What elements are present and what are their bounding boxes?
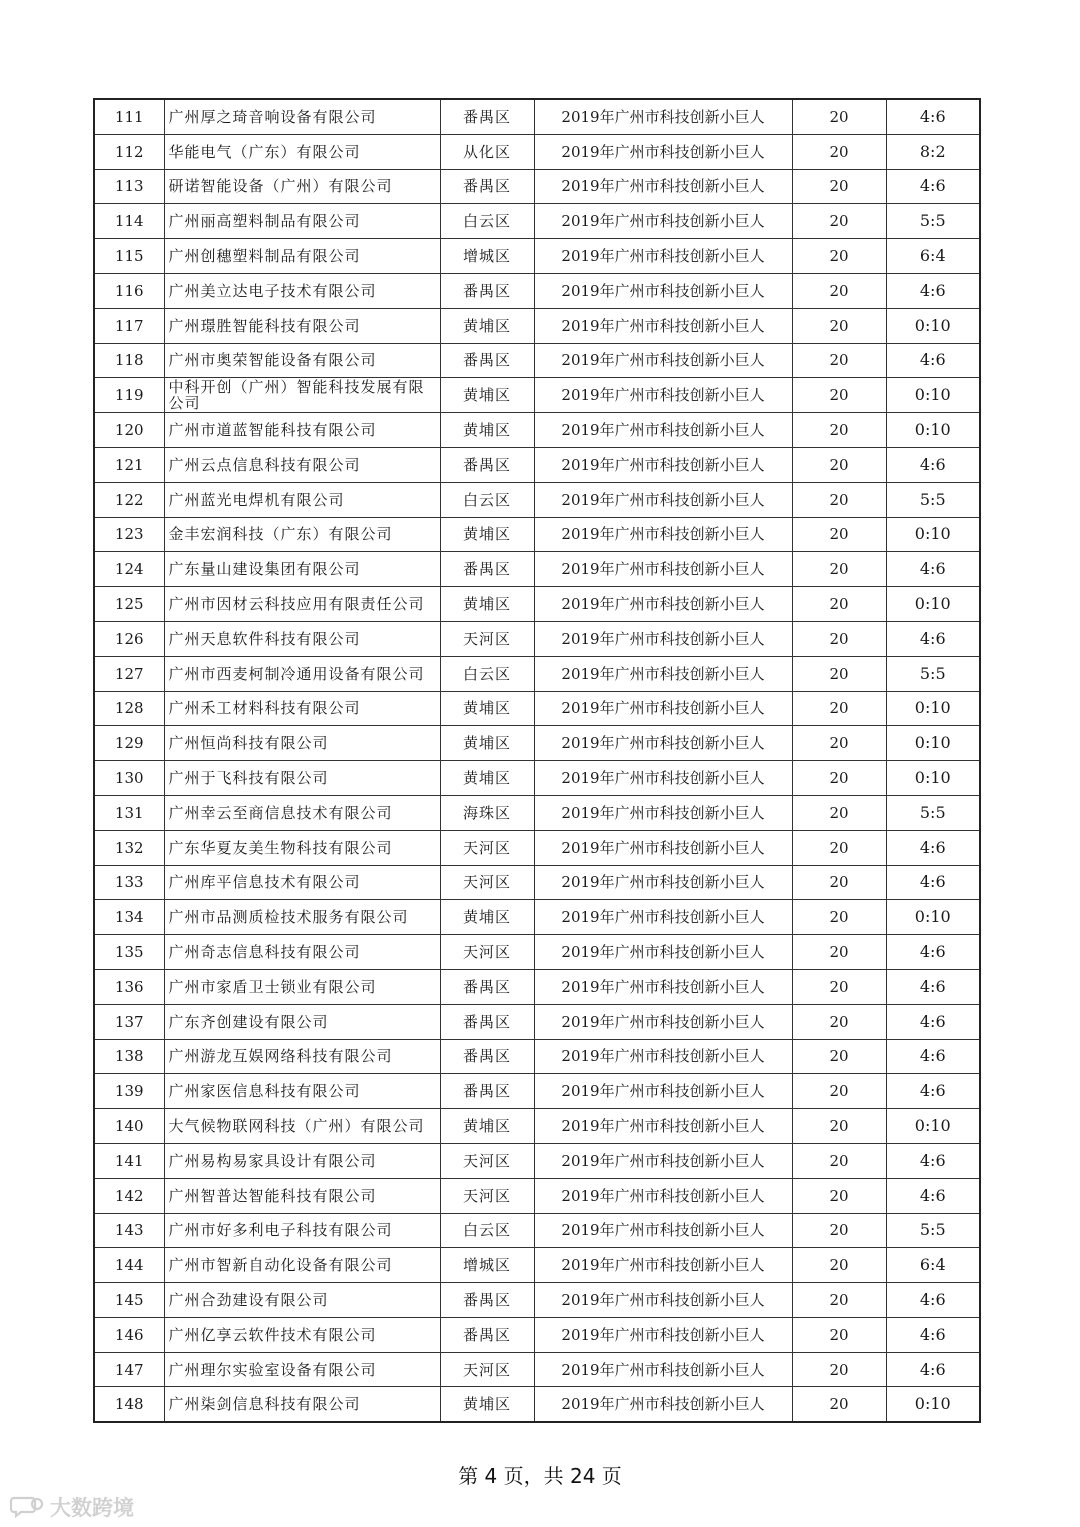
amount-cell: 20 (792, 1283, 886, 1318)
amount-cell: 20 (792, 726, 886, 761)
row-number-cell: 126 (94, 621, 164, 656)
row-number-cell: 131 (94, 795, 164, 830)
company-name-cell: 广州市西麦柯制冷通用设备有限公司 (164, 656, 440, 691)
category-cell: 2019年广州市科技创新小巨人 (534, 273, 792, 308)
table-row (94, 691, 980, 726)
district-cell: 天河区 (440, 1352, 534, 1387)
ratio-cell: 4:6 (886, 935, 980, 970)
ratio-cell: 4:6 (886, 99, 980, 134)
speech-bubble-icon (10, 1495, 44, 1519)
row-number-cell: 137 (94, 1004, 164, 1039)
table-row (94, 1178, 980, 1213)
amount-cell: 20 (792, 482, 886, 517)
table-row (94, 447, 980, 482)
ratio-cell: 4:6 (886, 1074, 980, 1109)
category-cell: 2019年广州市科技创新小巨人 (534, 308, 792, 343)
category-cell: 2019年广州市科技创新小巨人 (534, 830, 792, 865)
ratio-cell: 4:6 (886, 552, 980, 587)
company-name-cell: 大气候物联网科技（广州）有限公司 (164, 1109, 440, 1144)
row-number-cell: 118 (94, 343, 164, 378)
district-cell: 黄埔区 (440, 761, 534, 796)
category-cell: 2019年广州市科技创新小巨人 (534, 969, 792, 1004)
district-cell: 黄埔区 (440, 413, 534, 448)
category-cell: 2019年广州市科技创新小巨人 (534, 656, 792, 691)
table-row (94, 1004, 980, 1039)
ratio-cell: 6:4 (886, 239, 980, 274)
amount-cell: 20 (792, 99, 886, 134)
company-name-cell: 广州于飞科技有限公司 (164, 761, 440, 796)
table-row (94, 1387, 980, 1422)
district-cell: 海珠区 (440, 795, 534, 830)
row-number-cell: 138 (94, 1039, 164, 1074)
district-cell: 白云区 (440, 204, 534, 239)
company-name-cell: 华能电气（广东）有限公司 (164, 134, 440, 169)
category-cell: 2019年广州市科技创新小巨人 (534, 1352, 792, 1387)
company-name-cell: 广州游龙互娱网络科技有限公司 (164, 1039, 440, 1074)
table-row (94, 1352, 980, 1387)
company-name-cell: 广州市智新自动化设备有限公司 (164, 1248, 440, 1283)
ratio-cell: 4:6 (886, 273, 980, 308)
ratio-cell: 5:5 (886, 482, 980, 517)
ratio-cell: 4:6 (886, 1317, 980, 1352)
company-name-cell: 广州幸云至商信息技术有限公司 (164, 795, 440, 830)
district-cell: 天河区 (440, 865, 534, 900)
company-name-cell: 广州市好多利电子科技有限公司 (164, 1213, 440, 1248)
category-cell: 2019年广州市科技创新小巨人 (534, 1074, 792, 1109)
category-cell: 2019年广州市科技创新小巨人 (534, 134, 792, 169)
ratio-cell: 4:6 (886, 830, 980, 865)
row-number-cell: 123 (94, 517, 164, 552)
table-row (94, 1248, 980, 1283)
ratio-cell: 5:5 (886, 1213, 980, 1248)
ratio-cell: 4:6 (886, 865, 980, 900)
row-number-cell: 141 (94, 1143, 164, 1178)
amount-cell: 20 (792, 1004, 886, 1039)
district-cell: 增城区 (440, 1248, 534, 1283)
district-cell: 天河区 (440, 1178, 534, 1213)
amount-cell: 20 (792, 830, 886, 865)
amount-cell: 20 (792, 239, 886, 274)
ratio-cell: 5:5 (886, 656, 980, 691)
category-cell: 2019年广州市科技创新小巨人 (534, 1178, 792, 1213)
amount-cell: 20 (792, 900, 886, 935)
table-row (94, 552, 980, 587)
district-cell: 番禺区 (440, 1074, 534, 1109)
row-number-cell: 120 (94, 413, 164, 448)
ratio-cell: 4:6 (886, 1178, 980, 1213)
row-number-cell: 114 (94, 204, 164, 239)
category-cell: 2019年广州市科技创新小巨人 (534, 935, 792, 970)
ratio-cell: 0:10 (886, 308, 980, 343)
district-cell: 天河区 (440, 935, 534, 970)
table-row (94, 1039, 980, 1074)
company-name-cell: 广东量山建设集团有限公司 (164, 552, 440, 587)
table-row (94, 482, 980, 517)
row-number-cell: 132 (94, 830, 164, 865)
ratio-cell: 5:5 (886, 204, 980, 239)
category-cell: 2019年广州市科技创新小巨人 (534, 517, 792, 552)
ratio-cell: 4:6 (886, 447, 980, 482)
category-cell: 2019年广州市科技创新小巨人 (534, 795, 792, 830)
ratio-cell: 0:10 (886, 691, 980, 726)
district-cell: 黄埔区 (440, 1109, 534, 1144)
amount-cell: 20 (792, 1352, 886, 1387)
row-number-cell: 139 (94, 1074, 164, 1109)
category-cell: 2019年广州市科技创新小巨人 (534, 726, 792, 761)
district-cell: 番禺区 (440, 1283, 534, 1318)
category-cell: 2019年广州市科技创新小巨人 (534, 900, 792, 935)
table-row (94, 204, 980, 239)
amount-cell: 20 (792, 1039, 886, 1074)
company-name-cell: 中科开创（广州）智能科技发展有限公司 (164, 378, 440, 413)
category-cell: 2019年广州市科技创新小巨人 (534, 1109, 792, 1144)
company-name-cell: 广州创穗塑料制品有限公司 (164, 239, 440, 274)
row-number-cell: 115 (94, 239, 164, 274)
district-cell: 白云区 (440, 482, 534, 517)
company-name-cell: 广州恒尚科技有限公司 (164, 726, 440, 761)
amount-cell: 20 (792, 1143, 886, 1178)
amount-cell: 20 (792, 552, 886, 587)
amount-cell: 20 (792, 204, 886, 239)
table-row (94, 413, 980, 448)
row-number-cell: 136 (94, 969, 164, 1004)
amount-cell: 20 (792, 308, 886, 343)
ratio-cell: 4:6 (886, 1143, 980, 1178)
row-number-cell: 145 (94, 1283, 164, 1318)
district-cell: 天河区 (440, 621, 534, 656)
company-name-cell: 广州家医信息科技有限公司 (164, 1074, 440, 1109)
table-body (94, 99, 980, 1422)
table-row (94, 239, 980, 274)
company-name-cell: 广东华夏友美生物科技有限公司 (164, 830, 440, 865)
row-number-cell: 142 (94, 1178, 164, 1213)
amount-cell: 20 (792, 517, 886, 552)
category-cell: 2019年广州市科技创新小巨人 (534, 552, 792, 587)
row-number-cell: 146 (94, 1317, 164, 1352)
ratio-cell: 0:10 (886, 761, 980, 796)
table-row (94, 969, 980, 1004)
amount-cell: 20 (792, 795, 886, 830)
row-number-cell: 144 (94, 1248, 164, 1283)
table-row (94, 134, 980, 169)
row-number-cell: 111 (94, 99, 164, 134)
amount-cell: 20 (792, 621, 886, 656)
amount-cell: 20 (792, 587, 886, 622)
table-row (94, 308, 980, 343)
company-name-cell: 广州市品测质检技术服务有限公司 (164, 900, 440, 935)
company-name-cell: 广州市家盾卫士锁业有限公司 (164, 969, 440, 1004)
category-cell: 2019年广州市科技创新小巨人 (534, 691, 792, 726)
amount-cell: 20 (792, 1109, 886, 1144)
table-row (94, 830, 980, 865)
row-number-cell: 125 (94, 587, 164, 622)
company-name-cell: 研诺智能设备（广州）有限公司 (164, 169, 440, 204)
table-row (94, 1143, 980, 1178)
table-row (94, 761, 980, 796)
table-row (94, 1283, 980, 1318)
ratio-cell: 4:6 (886, 621, 980, 656)
category-cell: 2019年广州市科技创新小巨人 (534, 204, 792, 239)
amount-cell: 20 (792, 343, 886, 378)
amount-cell: 20 (792, 413, 886, 448)
ratio-cell: 0:10 (886, 900, 980, 935)
amount-cell: 20 (792, 169, 886, 204)
table-row (94, 99, 980, 134)
row-number-cell: 130 (94, 761, 164, 796)
amount-cell: 20 (792, 134, 886, 169)
district-cell: 番禺区 (440, 969, 534, 1004)
district-cell: 番禺区 (440, 447, 534, 482)
amount-cell: 20 (792, 378, 886, 413)
company-name-cell: 广州丽高塑料制品有限公司 (164, 204, 440, 239)
district-cell: 黄埔区 (440, 517, 534, 552)
row-number-cell: 135 (94, 935, 164, 970)
row-number-cell: 113 (94, 169, 164, 204)
row-number-cell: 148 (94, 1387, 164, 1422)
amount-cell: 20 (792, 1074, 886, 1109)
watermark-text: 大数跨境 (50, 1496, 134, 1520)
row-number-cell: 140 (94, 1109, 164, 1144)
row-number-cell: 121 (94, 447, 164, 482)
company-name-cell: 广州厚之琦音响设备有限公司 (164, 99, 440, 134)
district-cell: 番禺区 (440, 273, 534, 308)
company-name-cell: 广东齐创建设有限公司 (164, 1004, 440, 1039)
district-cell: 黄埔区 (440, 308, 534, 343)
amount-cell: 20 (792, 1387, 886, 1422)
amount-cell: 20 (792, 1213, 886, 1248)
amount-cell: 20 (792, 935, 886, 970)
row-number-cell: 127 (94, 656, 164, 691)
company-name-cell: 广州市奥荣智能设备有限公司 (164, 343, 440, 378)
category-cell: 2019年广州市科技创新小巨人 (534, 343, 792, 378)
table-row (94, 935, 980, 970)
table-row (94, 1074, 980, 1109)
ratio-cell: 5:5 (886, 795, 980, 830)
page-number: 第 4 页，共 24 页 (458, 1464, 622, 1488)
ratio-cell: 4:6 (886, 1039, 980, 1074)
table-row (94, 587, 980, 622)
table-row (94, 517, 980, 552)
amount-cell: 20 (792, 1317, 886, 1352)
table-row (94, 795, 980, 830)
amount-cell: 20 (792, 656, 886, 691)
amount-cell: 20 (792, 1248, 886, 1283)
ratio-cell: 4:6 (886, 343, 980, 378)
ratio-cell: 0:10 (886, 726, 980, 761)
company-name-cell: 广州云点信息科技有限公司 (164, 447, 440, 482)
category-cell: 2019年广州市科技创新小巨人 (534, 239, 792, 274)
company-name-cell: 广州璟胜智能科技有限公司 (164, 308, 440, 343)
row-number-cell: 134 (94, 900, 164, 935)
ratio-cell: 0:10 (886, 1109, 980, 1144)
district-cell: 番禺区 (440, 1004, 534, 1039)
table-row (94, 378, 980, 413)
amount-cell: 20 (792, 273, 886, 308)
category-cell: 2019年广州市科技创新小巨人 (534, 587, 792, 622)
company-name-cell: 广州奇志信息科技有限公司 (164, 935, 440, 970)
table-row (94, 343, 980, 378)
category-cell: 2019年广州市科技创新小巨人 (534, 1004, 792, 1039)
ratio-cell: 4:6 (886, 1352, 980, 1387)
ratio-cell: 4:6 (886, 1283, 980, 1318)
row-number-cell: 128 (94, 691, 164, 726)
amount-cell: 20 (792, 1178, 886, 1213)
row-number-cell: 129 (94, 726, 164, 761)
table-row (94, 1317, 980, 1352)
district-cell: 番禺区 (440, 1039, 534, 1074)
district-cell: 黄埔区 (440, 378, 534, 413)
table-row (94, 865, 980, 900)
district-cell: 白云区 (440, 1213, 534, 1248)
category-cell: 2019年广州市科技创新小巨人 (534, 1143, 792, 1178)
district-cell: 番禺区 (440, 343, 534, 378)
category-cell: 2019年广州市科技创新小巨人 (534, 482, 792, 517)
row-number-cell: 124 (94, 552, 164, 587)
ratio-cell: 0:10 (886, 517, 980, 552)
district-cell: 天河区 (440, 830, 534, 865)
district-cell: 黄埔区 (440, 900, 534, 935)
district-cell: 番禺区 (440, 552, 534, 587)
district-cell: 黄埔区 (440, 726, 534, 761)
company-name-cell: 广州合劲建设有限公司 (164, 1283, 440, 1318)
row-number-cell: 116 (94, 273, 164, 308)
watermark (10, 1492, 134, 1522)
table-row (94, 1109, 980, 1144)
amount-cell: 20 (792, 447, 886, 482)
company-name-cell: 广州市道蓝智能科技有限公司 (164, 413, 440, 448)
company-name-cell: 广州智普达智能科技有限公司 (164, 1178, 440, 1213)
company-name-cell: 广州柒剑信息科技有限公司 (164, 1387, 440, 1422)
amount-cell: 20 (792, 691, 886, 726)
amount-cell: 20 (792, 969, 886, 1004)
category-cell: 2019年广州市科技创新小巨人 (534, 169, 792, 204)
company-name-cell: 广州禾工材料科技有限公司 (164, 691, 440, 726)
company-name-cell: 广州美立达电子技术有限公司 (164, 273, 440, 308)
row-number-cell: 117 (94, 308, 164, 343)
row-number-cell: 112 (94, 134, 164, 169)
district-cell: 番禺区 (440, 169, 534, 204)
category-cell: 2019年广州市科技创新小巨人 (534, 1387, 792, 1422)
table-row (94, 1213, 980, 1248)
district-cell: 黄埔区 (440, 1387, 534, 1422)
row-number-cell: 147 (94, 1352, 164, 1387)
category-cell: 2019年广州市科技创新小巨人 (534, 1248, 792, 1283)
table-row (94, 900, 980, 935)
district-cell: 从化区 (440, 134, 534, 169)
ratio-cell: 0:10 (886, 413, 980, 448)
district-cell: 番禺区 (440, 99, 534, 134)
ratio-cell: 4:6 (886, 1004, 980, 1039)
amount-cell: 20 (792, 761, 886, 796)
category-cell: 2019年广州市科技创新小巨人 (534, 447, 792, 482)
table-row (94, 273, 980, 308)
table-row (94, 621, 980, 656)
category-cell: 2019年广州市科技创新小巨人 (534, 413, 792, 448)
district-cell: 白云区 (440, 656, 534, 691)
row-number-cell: 119 (94, 378, 164, 413)
table-row (94, 726, 980, 761)
category-cell: 2019年广州市科技创新小巨人 (534, 1039, 792, 1074)
district-cell: 天河区 (440, 1143, 534, 1178)
district-cell: 黄埔区 (440, 691, 534, 726)
district-cell: 番禺区 (440, 1317, 534, 1352)
amount-cell: 20 (792, 865, 886, 900)
category-cell: 2019年广州市科技创新小巨人 (534, 761, 792, 796)
category-cell: 2019年广州市科技创新小巨人 (534, 378, 792, 413)
ratio-cell: 4:6 (886, 969, 980, 1004)
category-cell: 2019年广州市科技创新小巨人 (534, 1283, 792, 1318)
company-name-cell: 广州库平信息技术有限公司 (164, 865, 440, 900)
row-number-cell: 143 (94, 1213, 164, 1248)
company-table (93, 98, 981, 1423)
category-cell: 2019年广州市科技创新小巨人 (534, 865, 792, 900)
row-number-cell: 122 (94, 482, 164, 517)
ratio-cell: 0:10 (886, 1387, 980, 1422)
ratio-cell: 8:2 (886, 134, 980, 169)
district-cell: 黄埔区 (440, 587, 534, 622)
company-name-cell: 广州亿享云软件技术有限公司 (164, 1317, 440, 1352)
category-cell: 2019年广州市科技创新小巨人 (534, 99, 792, 134)
category-cell: 2019年广州市科技创新小巨人 (534, 1213, 792, 1248)
company-name-cell: 广州易构易家具设计有限公司 (164, 1143, 440, 1178)
ratio-cell: 6:4 (886, 1248, 980, 1283)
table-row (94, 656, 980, 691)
category-cell: 2019年广州市科技创新小巨人 (534, 1317, 792, 1352)
company-name-cell: 金丰宏润科技（广东）有限公司 (164, 517, 440, 552)
company-name-cell: 广州蓝光电焊机有限公司 (164, 482, 440, 517)
category-cell: 2019年广州市科技创新小巨人 (534, 621, 792, 656)
company-name-cell: 广州理尔实验室设备有限公司 (164, 1352, 440, 1387)
company-name-cell: 广州市因材云科技应用有限责任公司 (164, 587, 440, 622)
company-name-cell: 广州天息软件科技有限公司 (164, 621, 440, 656)
row-number-cell: 133 (94, 865, 164, 900)
ratio-cell: 0:10 (886, 378, 980, 413)
ratio-cell: 0:10 (886, 587, 980, 622)
district-cell: 增城区 (440, 239, 534, 274)
ratio-cell: 4:6 (886, 169, 980, 204)
table-row (94, 169, 980, 204)
